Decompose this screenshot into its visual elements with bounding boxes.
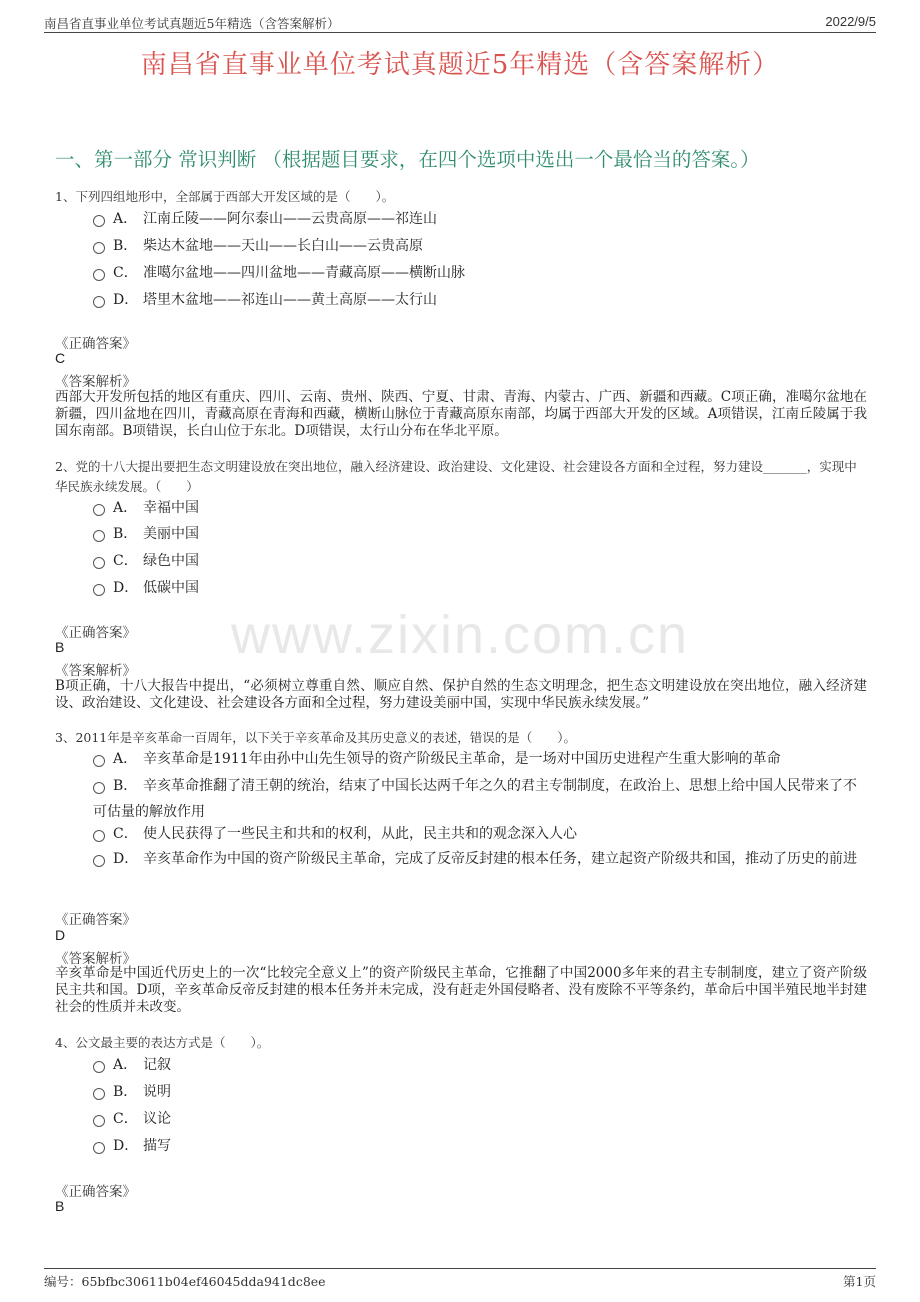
analysis-label: 《答案解析》 [55, 663, 136, 679]
page-footer [44, 1268, 876, 1289]
watermark: www.zixin.com.cn [230, 605, 690, 665]
section-heading: 一、第一部分 常识判断 （根据题目要求，在四个选项中选出一个最恰当的答案。） [55, 148, 760, 171]
question-1-answer: C [55, 350, 66, 366]
radio-icon[interactable] [93, 215, 105, 227]
question-2-answer: B [55, 639, 65, 655]
question-4-answer: B [55, 1198, 65, 1214]
document-title: 南昌省直事业单位考试真题近5年精选（含答案解析） [140, 50, 780, 80]
analysis-label: 《答案解析》 [55, 374, 136, 390]
page-header [44, 14, 876, 33]
answer-label: 《正确答案》 [55, 336, 136, 352]
radio-icon[interactable] [93, 296, 105, 308]
radio-icon[interactable] [93, 557, 105, 569]
footer-doc-id: 编号：65bfbc30611b04ef46045dda941dc8ee [44, 1274, 326, 1289]
question-3-option-a[interactable]: A． 辛亥革命是1911年由孙中山先生领导的资产阶级民主革命，是一场对中国历史进程产生重大影响的革命 [93, 746, 868, 772]
radio-icon[interactable] [93, 830, 105, 842]
question-1-analysis: 西部大开发所包括的地区有重庆、四川、云南、贵州、陕西、宁夏、甘肃、青海、内蒙古、广西、新疆和西藏。C项正确，准噶尔盆地在新疆，四川盆地在四川，青藏高原在青海和西藏，横断山脉位于青藏高原东南部，均属于西部大开发的区域。A项错误，江南丘陵属于我国东南部。B项错误，长白山位于东北。D项错误，太行山分布在华北平原。 [55, 389, 867, 439]
question-4-option-b[interactable]: B． 说明 [93, 1079, 868, 1105]
question-2-option-a[interactable]: A． 幸福中国 [93, 495, 868, 521]
question-2-option-d[interactable]: D． 低碳中国 [93, 575, 868, 601]
answer-label: 《正确答案》 [55, 912, 136, 928]
question-2-stem: 2、党的十八大提出要把生态文明建设放在突出地位，融入经济建设、政治建设、文化建设、社会建设各方面和全过程，努力建设_______，实现中华民族永续发展。（ ） [55, 459, 857, 494]
answer-label: 《正确答案》 [55, 1184, 136, 1200]
header-date: 2022/9/5 [825, 14, 876, 29]
radio-icon[interactable] [93, 1115, 105, 1127]
question-1-option-a[interactable]: A． 江南丘陵——阿尔泰山——云贵高原——祁连山 [93, 206, 868, 232]
question-1-option-d[interactable]: D． 塔里木盆地——祁连山——黄土高原——太行山 [93, 287, 868, 313]
radio-icon[interactable] [93, 530, 105, 542]
question-1-option-c[interactable]: C． 准噶尔盆地——四川盆地——青藏高原——横断山脉 [93, 260, 868, 286]
radio-icon[interactable] [93, 755, 105, 767]
question-3-answer: D [55, 927, 66, 943]
header-doc-title: 南昌省直事业单位考试真题近5年精选（含答案解析） [44, 16, 340, 31]
question-4-option-c[interactable]: C． 议论 [93, 1106, 868, 1132]
question-3-analysis: 辛亥革命是中国近代历史上的一次“比较完全意义上”的资产阶级民主革命，它推翻了中国2000多年来的君主专制制度，建立了资产阶级民主共和国。D项，辛亥革命反帝反封建的根本任务并未完成，没有赶走外国侵略者、没有废除不平等条约，革命后中国半殖民地半封建社会的性质并未改变。 [55, 965, 867, 1015]
radio-icon[interactable] [93, 242, 105, 254]
analysis-label: 《答案解析》 [55, 951, 136, 967]
question-4-option-a[interactable]: A． 记叙 [93, 1052, 868, 1078]
radio-icon[interactable] [93, 504, 105, 516]
question-4-stem: 4、公文最主要的表达方式是（ ）。 [55, 1035, 270, 1050]
footer-page-number: 第1页 [843, 1274, 876, 1289]
question-2-option-c[interactable]: C． 绿色中国 [93, 548, 868, 574]
radio-icon[interactable] [93, 1142, 105, 1154]
radio-icon[interactable] [93, 1061, 105, 1073]
radio-icon[interactable] [93, 269, 105, 281]
question-3-stem: 3、2011年是辛亥革命一百周年，以下关于辛亥革命及其历史意义的表述，错误的是（ ）。 [55, 730, 577, 745]
radio-icon[interactable] [93, 584, 105, 596]
question-1-stem: 1、下列四组地形中，全部属于西部大开发区域的是（ ）。 [55, 189, 395, 204]
question-3-option-d[interactable]: D． 辛亥革命作为中国的资产阶级民主革命，完成了反帝反封建的根本任务，建立起资产阶级共和国，推动了历史的前进 [93, 846, 868, 872]
question-3-option-c[interactable]: C． 使人民获得了一些民主和共和的权利，从此，民主共和的观念深入人心 [93, 821, 868, 847]
question-2-analysis: B项正确，十八大报告中提出，“必须树立尊重自然、顺应自然、保护自然的生态文明理念，把生态文明建设放在突出地位，融入经济建设、政治建设、文化建设、社会建设各方面和全过程，努力建设美丽中国，实现中华民族永续发展。” [55, 678, 867, 711]
question-3-option-b[interactable]: B． 辛亥革命推翻了清王朝的统治，结束了中国长达两千年之久的君主专制制度，在政治上、思想上给中国人民带来了不可估量的解放作用 [93, 778, 857, 820]
question-2-option-b[interactable]: B． 美丽中国 [93, 521, 868, 547]
question-4-option-d[interactable]: D． 描写 [93, 1133, 868, 1159]
answer-label: 《正确答案》 [55, 625, 136, 641]
radio-icon[interactable] [93, 1088, 105, 1100]
radio-icon[interactable] [93, 855, 105, 867]
radio-icon[interactable] [93, 782, 105, 794]
question-1-option-b[interactable]: B． 柴达木盆地——天山——长白山——云贵高原 [93, 233, 868, 259]
